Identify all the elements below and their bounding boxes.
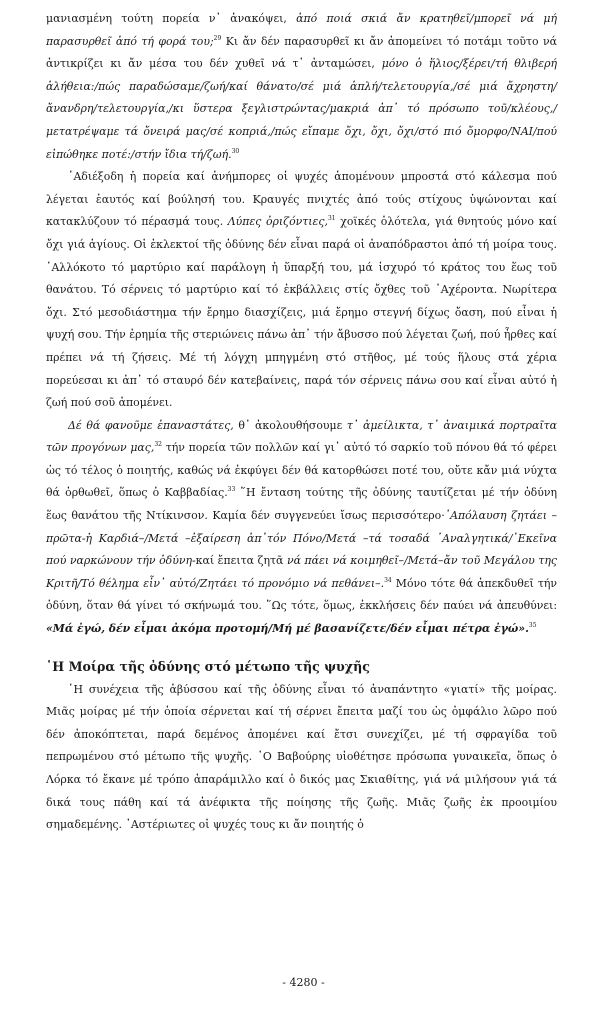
emphasized-text: Δέ θά φανοῦμε ἐπαναστάτες, [68,418,234,432]
footnote-ref: 31 [327,215,336,223]
text-run: Μόνο τότε θά ἀπεκδυθεῖ τήν ὀδύνη, ὅταν θά γίνει τό σκήνωμά του. ῞Ως τότε, ὅμως, ἐκκλήσεις δέν παύει νά ἀπευθύνει: [46,576,557,613]
page-number: - 4280 - [282,976,325,989]
paragraph [46,166,557,415]
text-run: ῞Η ἔνταση τούτης τῆς ὀδύνης ταυτίζεται μέ τήν ὀδύνη ἕως θανάτου τῆς Ντίκινσον. Καμία δέν συγγενεύει ἴσως περισσότερο· [46,486,557,523]
footnote-ref: 29 [213,34,222,42]
paragraph [46,679,557,837]
text-run: Κι ἄν δέν παρασυρθεῖ κι ἄν ἀπομείνει τό ποτάμι τοῦτο νά ἀντικρίζει κι ἄν μέσα του δέν χυθεῖ νά τ᾽ ἀνταμώσει, [46,34,557,71]
emphasized-text: νά πάει νά κοιμηθεῖ–/Μετά–ἄν τοῦ Μεγάλου της Κριτῆ/Τό θέλημα εἶν᾽ αὐτό/Ζητάει τό προνόμιο νά πεθάνει–. [46,554,557,590]
text-run: ῾Η συνέχεια τῆς ἀβύσσου καί τῆς ὀδύνης εἶναι τό ἀναπάντητο «γιατί» τῆς μοίρας. Μιᾶς μοίρας μέ τήν ὁποία σέρνεται καί τή σέρνει ἔπειτα μαζί του ὡς ὀμφάλιο λῶρο πού δέν ἀποκόπτεται, παρά δεμένος ἀπομένει καί ἔτσι συνεχίζει, μέ τή σφραγίδα τοῦ πεπρωμένου στό μέτωπο τῆς ψυχῆς. ᾽Ο Βαβούρης υἱοθέτησε πρόσωπα γυναικεῖα, ὅπως ὁ Λόρκα τό ἔκανε μέ τρόπο ἀπαράμιλλο καί ὁ δικός μας Σκιαθίτης, γιά νά μιλήσουν γιά τά δικά τους πάθη καί τά ἀνέφικτα τῆς ποίησης τῆς ζωῆς. Μιᾶς ζωῆς ἐκ προοιμίου σημαδεμένης. ᾽Αστέριωτες οἱ ψυχές τους κι ἄν ποιητής ὁ [46,682,557,832]
footnote-ref: 32 [154,441,162,449]
emphasized-text: Λύπες ὀριζόντιες, [227,215,328,229]
emphasized-text: ᾽Απόλαυση ζητάει –πρῶτα-ἡ Καρδιά–/Μετά –ἐξαίρεση ἀπ᾽τόν Πόνο/Μετά –τά τοσαδά ᾽Αναλγητικά/᾽Εκεῖνα πού ναρκώνουν τήν ὀδύνη- [46,509,557,568]
text-run: ᾽Αδιέξοδη ἡ πορεία καί ἀνήμπορες οἱ ψυχές ἀπομένουν μπροστά στό κάλεσμα πού λέγεται ἑαυτός καί βούλησή του. Κραυγές πνιχτές ἀπό τούς στίχους ὑψώνονται καί κατακλύζουν τό πέρασμά τους. [46,170,557,229]
footnote-ref: 33 [227,486,236,494]
emphasized-text: μόνο ὁ ἥλιος/ξέρει/τή θλιβερή ἀλήθεια:/πώς παραδώσαμε/ζωή/καί θάνατο/σέ μιά ἁπλή/τελετουργία,/σέ μιά ἄχρηστη/ἄνανδρη/τελετουργία,/κι ὕστερα ξεγλιστρώντας/μακριά ἀπ᾽ τό πρόσωπο τοῦ/κλέους,/μετατρέψαμε τά ὄνειρά μας/σέ κοπριά,/πώς εἴπαμε ὄχι, ὄχι, ὄχι/ [46,57,557,138]
footnote-ref: 35 [528,622,537,630]
paragraph [46,415,557,641]
emphasized-text: στό πιό ὄμορφο/ΝΑΙ/πού εἰπώθηκε ποτέ:/στήν ἴδια τή/ζωή. [46,124,557,161]
footnote-ref: 30 [231,147,240,155]
text-run: καί ἔπειτα ζητᾶ [195,554,287,568]
page-body [0,8,607,837]
emphasized-text: ἀπό ποιά σκιά ἄν κρατηθεῖ/μπορεῖ νά μή παρασυρθεῖ ἀπό τή φορά του; [46,12,558,48]
text-run: μανιασμένη τούτη πορεία ν᾽ ἀνακόψει, [46,12,297,25]
text-block-1 [46,8,557,641]
emphasized-text: τ᾽ ἀμείλικτα, τ᾽ ἀναιμικά πορτραῖτα τῶν προγόνων μας, [46,418,558,455]
text-run: θ᾽ ἀκολουθήσουμε [233,418,347,432]
emphasized-text: «Μά ἐγώ, δέν εἶμαι ἀκόμα προτομή/Μή μέ βασανίζετε/δέν εἶμαι πέτρα ἐγώ». [46,622,529,636]
text-run: τήν πορεία τῶν πολλῶν καί γι᾽ αὐτό τό σαρκίο τοῦ πόνου θά τό φέρει ὡς τό τέλος ὁ ποιητής, καθώς νά ἐκφύγει δέν θά κατορθώσει ποτέ του, οὔτε κἄν μιά νύχτα θά ὀρθωθεῖ, ὅπως ὁ Καββαδίας. [46,441,557,500]
footnote-ref: 34 [384,576,392,584]
paragraph [46,8,557,166]
section-heading: ῾Η Μοίρα τῆς ὀδύνης στό μέτωπο τῆς ψυχῆς [46,658,370,674]
text-block-2 [46,679,557,837]
text-run: χοϊκές ὁλότελα, γιά θνητούς μόνο καί ὄχι γιά ἁγίους. Οἱ ἐκλεκτοί τῆς ὀδύνης δέν εἶναι παρά οἱ ἀναπόδραστοι ἀπό τή μοίρα τους. ᾽Αλλόκοτο τό μαρτύριο καί παράλογη ἡ ὕπαρξή του, μά ἰσχυρό τό κράτος του ἕως τοῦ θανάτου. Τό σέρνεις τό μαρτύριο καί τό ἐκβάλλεις στίς ὄχθες τοῦ ᾽Αχέροντα. Νωρίτερα ὄχι. Στό μεσοδιάστημα τήν ἔρημο διασχίζεις, μιά ἔρημο στεγνή δίχως ὄαση, πού εἶναι ἡ ψυχή σου. Τήν ἐρημία τῆς στεριώνεις πάνω ἀπ᾽ τήν ἄβυσσο πού λέγεται ζωή, πού ἦρθες καί πρέπει νά τή ζήσεις. Μέ τή λόγχη μπηγμένη στό στῆθος, μέ τούς ἥλους στά χέρια πορεύεσαι κι ἀπ᾽ τό σταυρό δέν κατεβαίνεις, παρά τόν σέρνεις πάνω σου καί εἶναι αὐτό ἡ ζωή πού σοῦ ἀπομένει. [46,215,557,410]
